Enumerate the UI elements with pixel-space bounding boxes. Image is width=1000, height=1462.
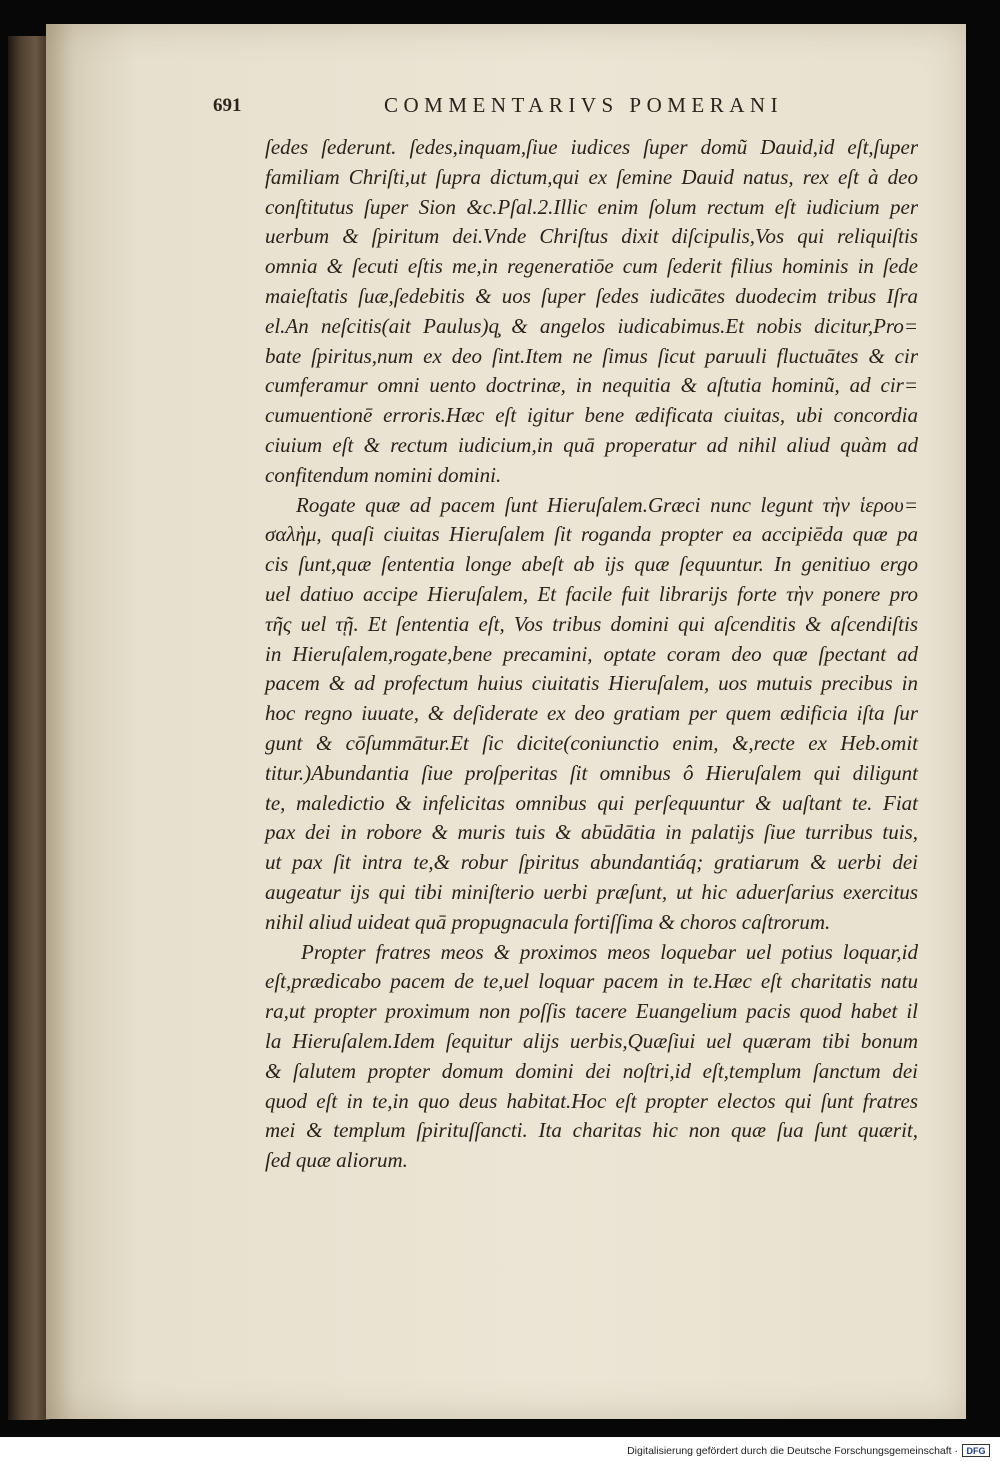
text-line: nihil aliud uideat quā propugnacula fortiſſima & choros caſtrorum. bbox=[265, 909, 831, 934]
text-line: ſed quæ aliorum. bbox=[265, 1148, 408, 1173]
text-line: uel datiuo accipe Hieruſalem, Et facile fuit librarijs forte τὴν ponere pro bbox=[265, 581, 918, 606]
text-line: & ſalutem propter domum domini dei noſtri,id eſt,templum ſanctum dei bbox=[265, 1058, 918, 1083]
text-line: ciuium eſt & rectum iudicium,in quā properatur ad nihil aliud quàm ad bbox=[265, 432, 918, 457]
page-number: 691 bbox=[213, 95, 242, 116]
text-line: cis ſunt,quæ ſententia longe abeſt ab ijs quæ ſequuntur. In genitiuo ergo bbox=[265, 552, 918, 577]
text-line: cumuentionē erroris.Hæc eſt igitur bene ædificata ciuitas, ubi concordia bbox=[265, 403, 918, 428]
text-line: maieſtatis ſuæ,ſedebitis & uos ſuper ſedes iudicātes duodecim tribus Iſra bbox=[265, 283, 918, 308]
footer-credit: Digitalisierung gefördert durch die Deutsche Forschungsgemeinschaft · bbox=[627, 1445, 958, 1457]
text-line: ut pax ſit intra te,& robur ſpiritus abundantiáq; gratiarum & uerbi dei bbox=[265, 850, 918, 875]
text-line: te, maledictio & infelicitas omnibus qui perſequuntur & uaſtant te. Fiat bbox=[265, 790, 918, 815]
text-line: in Hieruſalem,rogate,bene precamini, optate coram deo quæ ſpectant ad bbox=[265, 641, 918, 666]
text-line: bate ſpiritus,num ex deo ſint.Item ne ſimus ſicut paruuli fluctuātes & cir bbox=[265, 343, 918, 368]
running-head: COMMENTARIVS POMERANI bbox=[384, 93, 784, 117]
text-line: uerbum & ſpiritum dei.Vnde Chriſtus dixit diſcipulis,Vos qui reliquiſtis bbox=[265, 224, 918, 249]
text-line: el.An neſcitis(ait Paulus)q̧ & angelos iudicabimus.Et nobis dicitur,Pro= bbox=[265, 313, 918, 338]
text-line: mei & templum ſpirituſſancti. Ita charitas hic non quæ ſua ſunt quærit, bbox=[265, 1118, 918, 1143]
text-line: ſedes ſederunt. ſedes,inquam,ſiue iudices ſuper domũ Dauid,id eſt,ſuper bbox=[265, 135, 918, 159]
text-line: titur.)Abundantia ſiue proſperitas ſit omnibus ô Hieruſalem qui diligunt bbox=[265, 760, 918, 785]
text-line: cumferamur omni uento doctrinæ, in nequitia & aſtutia hominũ, ad cir= bbox=[265, 373, 918, 398]
text-line: conſtitutus ſuper Sion &c.Pſal.2.Illic enim ſolum rectum eſt iudicium per bbox=[265, 194, 918, 219]
body-text bbox=[265, 133, 918, 1176]
text-line: pacem & ad profectum huius ciuitatis Hieruſalem, uos mutuis precibus in bbox=[265, 671, 918, 696]
text-line: gunt & cōſummātur.Et ſic dicite(coniunctio enim, &,recte ex Heb.omit bbox=[265, 730, 918, 755]
text-line: τῆς uel τῇ. Et ſententia eſt, Vos tribus domini qui aſcenditis & aſcendiſtis bbox=[265, 611, 918, 636]
text-line: augeatur ijs qui tibi miniſterio uerbi præſunt, ut hic aduerſarius exercitus bbox=[265, 879, 918, 904]
text-line: confitendum nomini domini. bbox=[265, 462, 502, 487]
text-line: hoc regno iuuate, & deſiderate ex deo gratiam per quem ædificia iſta ſur bbox=[265, 701, 918, 726]
text-line: σαλὴμ, quaſi ciuitas Hieruſalem ſit roganda propter ea accipiēda quæ pa bbox=[265, 522, 918, 547]
text-line: familiam Chriſti,ut ſupra dictum,qui ex ſemine Dauid natus, rex eſt à deo bbox=[265, 164, 918, 189]
text-line: quod eſt in te,in quo deus habitat.Hoc eſt propter electos qui ſunt fratres bbox=[265, 1088, 918, 1113]
text-line: ra,ut propter proximum non poſſis tacere Euangelium pacis quod habet il bbox=[265, 999, 918, 1024]
text-line: omnia & ſecuti eſtis me,in regeneratiōe cum ſederit filius hominis in ſede bbox=[265, 254, 918, 279]
text-line: eſt,prædicabo pacem de te,uel loquar pacem in te.Hæc eſt charitatis natu bbox=[265, 969, 918, 994]
page-stack-edges bbox=[8, 36, 50, 1420]
text-line: Propter fratres meos & proximos meos loquebar uel potius loquar,id bbox=[301, 939, 918, 964]
text-line: la Hieruſalem.Idem ſequitur alijs uerbis,Quæſiui uel quæram tibi bonum bbox=[265, 1028, 918, 1053]
dfg-logo: DFG bbox=[962, 1444, 990, 1457]
text-line: Rogate quæ ad pacem ſunt Hieruſalem.Græci nunc legunt τὴν ἱερου= bbox=[296, 492, 918, 517]
text-line: pax dei in robore & muris tuis & abūdātia in palatijs ſiue turribus tuis, bbox=[265, 820, 918, 845]
